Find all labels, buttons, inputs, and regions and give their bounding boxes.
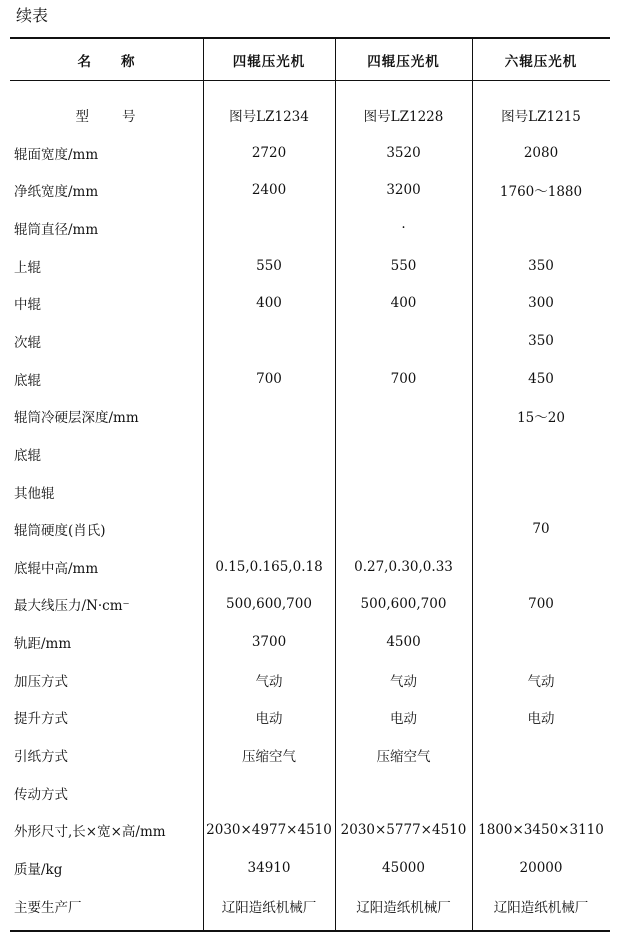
- row-label: 辊筒直径/mm: [14, 221, 99, 238]
- row-label: 最大线压力/N·cm⁻: [14, 598, 130, 615]
- table-bottom-rule: [10, 930, 610, 932]
- table-row: [10, 627, 610, 657]
- cell-value: 0.27,0.30,0.33: [354, 558, 453, 575]
- table-row: [10, 740, 610, 770]
- cell-value: 3520: [386, 144, 421, 161]
- header-col2: 四辊压光机: [367, 53, 440, 70]
- header-rule: [10, 80, 610, 81]
- cell-value: 700: [256, 370, 282, 387]
- table-row: [10, 288, 610, 318]
- cell-value: 电动: [255, 711, 283, 728]
- cell-value: 34910: [247, 860, 291, 876]
- row-label: 辊筒硬度(肖氏): [14, 523, 106, 540]
- table-row: [10, 439, 610, 469]
- cell-value: 450: [528, 370, 554, 387]
- cell-value: 气动: [390, 673, 417, 690]
- table-row: [10, 702, 610, 732]
- row-label: 底辊中高/mm: [14, 560, 99, 577]
- table-row: [10, 514, 610, 544]
- row-label: 净纸宽度/mm: [14, 184, 99, 201]
- cell-value: 400: [390, 295, 417, 312]
- row-label: 轨距/mm: [14, 636, 72, 653]
- row-label: 次辊: [14, 334, 41, 351]
- cell-value: 3700: [251, 634, 287, 651]
- table-row: [10, 100, 610, 130]
- cell-value: 辽阳造纸机械厂: [221, 899, 317, 916]
- cell-value: ·: [401, 219, 406, 236]
- cell-value: 500,600,700: [360, 596, 447, 613]
- table-row: [10, 778, 610, 808]
- row-label: 底辊: [14, 372, 41, 389]
- row-label: 引纸方式: [14, 749, 68, 766]
- cell-value: 气动: [255, 673, 283, 690]
- cell-value: 350: [528, 332, 554, 349]
- row-label: 底辊: [14, 447, 41, 464]
- cell-value: 15～20: [517, 410, 565, 427]
- row-label: 主要生产厂: [14, 899, 82, 916]
- table-row: [10, 853, 610, 883]
- header-col3: 六辊压光机: [504, 53, 578, 70]
- table-row: [10, 175, 610, 205]
- cell-value: 3200: [386, 182, 421, 199]
- table-row: [10, 815, 610, 845]
- row-label: 质量/kg: [14, 862, 63, 878]
- header-name: 名 称: [77, 53, 136, 70]
- header-col1: 四辊压光机: [232, 53, 306, 70]
- cell-value: 辽阳造纸机械厂: [356, 899, 451, 916]
- row-label: 上辊: [14, 259, 41, 276]
- cell-value: 2400: [251, 182, 287, 199]
- cell-value: 图号LZ1228: [363, 109, 444, 125]
- table-row: [10, 364, 610, 394]
- cell-value: 图号LZ1234: [229, 109, 309, 125]
- cell-value: 4500: [386, 634, 421, 651]
- row-label: 传动方式: [14, 786, 68, 803]
- cell-value: 电动: [390, 711, 417, 728]
- cell-value: 气动: [527, 673, 555, 690]
- cell-value: 20000: [519, 860, 563, 876]
- row-label: 中辊: [14, 297, 41, 314]
- cell-value: 2030×4977×4510: [206, 822, 332, 839]
- row-label: 型 号: [75, 109, 138, 125]
- table-row: [10, 401, 610, 431]
- cell-value: 压缩空气: [242, 749, 296, 766]
- table-row: [10, 213, 610, 243]
- cell-value: 2030×5777×4510: [340, 822, 467, 839]
- table-row: [10, 138, 610, 168]
- cell-value: 550: [390, 257, 417, 274]
- cell-value: 500,600,700: [226, 596, 312, 613]
- cell-value: 辽阳造纸机械厂: [493, 899, 589, 916]
- cell-value: 700: [528, 596, 554, 613]
- cell-value: 300: [528, 295, 554, 312]
- row-label: 辊筒冷硬层深度/mm: [14, 410, 139, 427]
- row-label: 加压方式: [14, 673, 68, 690]
- cell-value: 1800×3450×3110: [478, 822, 604, 839]
- cell-value: 350: [528, 257, 554, 274]
- cell-value: 70: [532, 521, 550, 538]
- table-row: [10, 665, 610, 695]
- spec-table: [10, 37, 610, 932]
- table-row: [10, 552, 610, 582]
- table-header-row: [10, 39, 610, 80]
- row-label: 其他辊: [14, 485, 55, 502]
- cell-value: 2720: [251, 144, 287, 161]
- cell-value: 2080: [523, 144, 559, 161]
- row-label: 辊面宽度/mm: [14, 146, 99, 163]
- cell-value: 45000: [382, 860, 425, 876]
- table-row: [10, 589, 610, 619]
- row-label: 提升方式: [14, 711, 68, 728]
- cell-value: 1760～1880: [499, 184, 583, 201]
- table-row: [10, 477, 610, 507]
- table-caption: 续表: [16, 6, 49, 25]
- cell-value: 压缩空气: [376, 749, 431, 766]
- table-row: [10, 326, 610, 356]
- cell-value: 550: [256, 257, 282, 274]
- row-label: 外形尺寸,长×宽×高/mm: [14, 824, 166, 841]
- cell-value: 图号LZ1215: [501, 109, 581, 125]
- cell-value: 700: [390, 370, 417, 387]
- cell-value: 电动: [527, 711, 555, 728]
- table-row: [10, 251, 610, 281]
- cell-value: 0.15,0.165,0.18: [215, 558, 323, 575]
- table-row: [10, 891, 610, 921]
- cell-value: 400: [256, 295, 282, 312]
